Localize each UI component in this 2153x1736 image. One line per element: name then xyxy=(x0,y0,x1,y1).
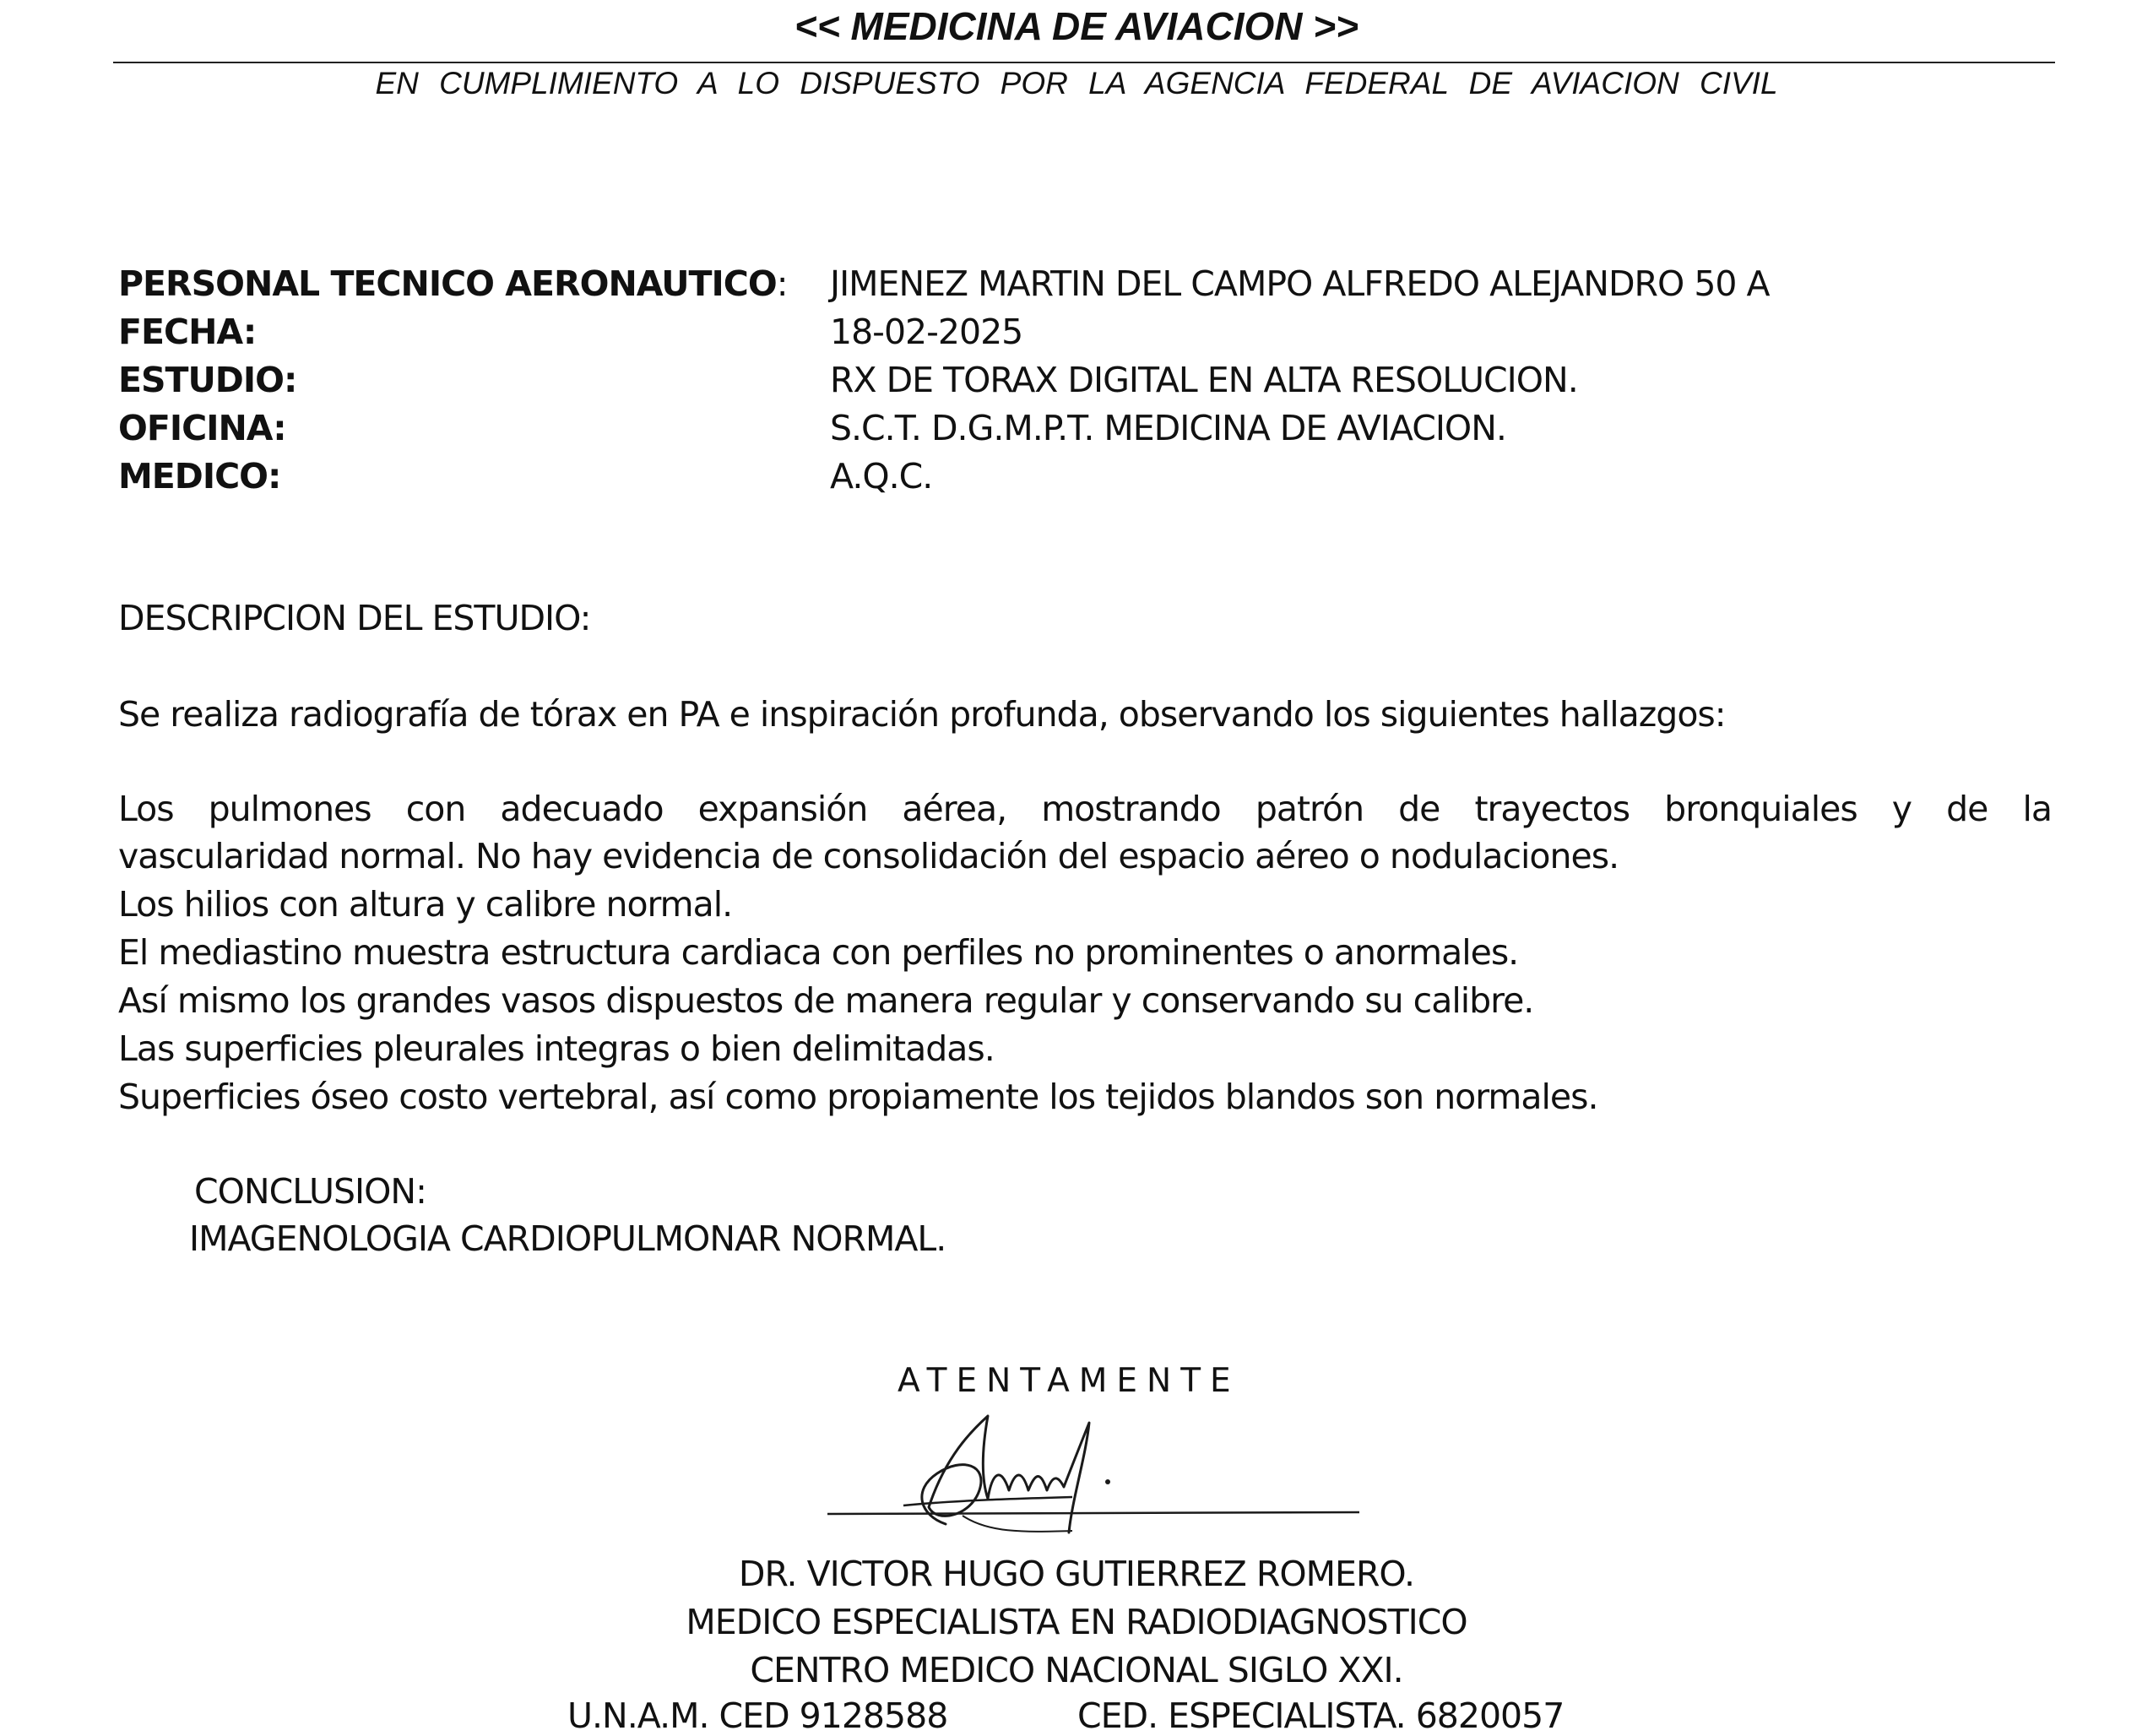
field-label-medico: MEDICO: xyxy=(118,456,281,496)
field-label-estudio: ESTUDIO: xyxy=(118,360,297,400)
field-value-medico: A.Q.C. xyxy=(830,456,933,496)
finding-line: vascularidad normal. No hay evidencia de consolidación del espacio aéreo o nodulaciones. xyxy=(118,836,1619,876)
field-label-oficina: OFICINA: xyxy=(118,408,286,448)
description-heading: DESCRIPCION DEL ESTUDIO: xyxy=(118,598,591,638)
description-intro: Se realiza radiografía de tórax en PA e inspiración profunda, observando los siguientes hallazgos: xyxy=(118,694,1726,735)
field-value-fecha: 18-02-2025 xyxy=(830,312,1023,352)
document-subtitle: EN CUMPLIMIENTO A LO DISPUESTO POR LA AGENCIA FEDERAL DE AVIACION CIVIL xyxy=(375,66,1778,100)
document-title: << MEDICINA DE AVIACION >> xyxy=(794,4,1359,48)
conclusion-text: IMAGENOLOGIA CARDIOPULMONAR NORMAL. xyxy=(189,1218,946,1259)
conclusion-heading: CONCLUSION: xyxy=(194,1171,426,1212)
signer-institution: CENTRO MEDICO NACIONAL SIGLO XXI. xyxy=(750,1650,1403,1690)
finding-line: Superficies óseo costo vertebral, así como propiamente los tejidos blandos son normales. xyxy=(118,1077,1598,1117)
finding-line: El mediastino muestra estructura cardiaca con perfiles no prominentes o anormales. xyxy=(118,932,1519,973)
license-unam: U.N.A.M. CED 9128588 xyxy=(567,1695,948,1736)
finding-line: Los pulmones con adecuado expansión aérea, mostrando patrón de trayectos bronquiales y de la xyxy=(118,789,2052,829)
field-label-fecha: FECHA: xyxy=(118,312,257,352)
signer-name: DR. VICTOR HUGO GUTIERREZ ROMERO. xyxy=(738,1554,1415,1594)
signer-title: MEDICO ESPECIALISTA EN RADIODIAGNOSTICO xyxy=(686,1602,1467,1642)
license-specialist: CED. ESPECIALISTA. 6820057 xyxy=(1077,1695,1565,1736)
signature-image xyxy=(819,1406,1376,1549)
closing-atentamente: ATENTAMENTE xyxy=(898,1362,1240,1400)
title-divider xyxy=(113,62,2055,63)
finding-line: Las superficies pleurales integras o bien delimitadas. xyxy=(118,1028,995,1069)
field-label-personal: PERSONAL TECNICO AERONAUTICO: xyxy=(118,263,788,304)
finding-line: Los hilios con altura y calibre normal. xyxy=(118,884,733,925)
field-value-oficina: S.C.T. D.G.M.P.T. MEDICINA DE AVIACION. xyxy=(830,408,1506,448)
field-value-personal: JIMENEZ MARTIN DEL CAMPO ALFREDO ALEJANDRO 50 A xyxy=(830,263,1770,304)
field-value-estudio: RX DE TORAX DIGITAL EN ALTA RESOLUCION. xyxy=(830,360,1578,400)
finding-line: Así mismo los grandes vasos dispuestos de manera regular y conservando su calibre. xyxy=(118,980,1534,1021)
